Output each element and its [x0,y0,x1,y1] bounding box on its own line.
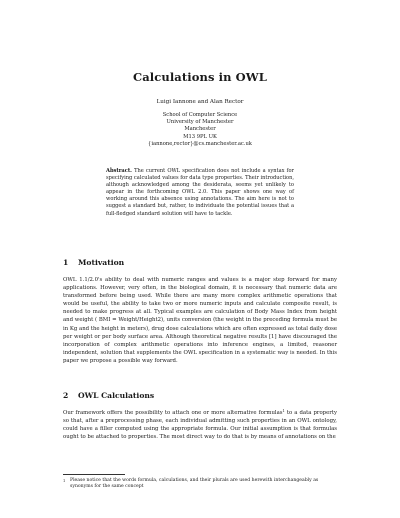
section-heading-motivation [63,258,124,267]
footnote-reference: 1 [282,409,285,413]
affiliation-line: University of Manchester [166,119,234,126]
author-list: Luigi Iannone and Alan Rector [156,99,244,105]
section-heading-owl-calculations [63,391,154,400]
affiliation-line: School of Computer Science [162,112,238,118]
abstract [106,168,294,218]
body-text: Our framework offers the possibility to attach one or more alternative formulas [63,410,283,416]
abstract-label: Abstract. [106,168,132,174]
footnote-text: Please notice that the words formula, calculations, and their plurals are used herewith interchangeably as synonyms for the same concept [70,478,319,490]
affiliation-line: Manchester [184,126,216,133]
affiliation-line: M13 9PL UK [183,133,217,140]
affiliation-block [0,112,400,148]
section-title: OWL Calculations [78,391,155,400]
section-number: 1 [63,258,69,267]
section-body-owl-calculations [63,409,337,441]
section-number: 2 [63,391,69,400]
footnote-divider [63,474,125,475]
paper-title: Calculations in OWL [133,70,267,84]
footnote-mark: 1 [63,479,66,483]
section-body-motivation: OWL 1.1/2.0's ability to deal with numeric ranges and values is a major step forward for many applications. However, very often, in the biological domain, it is necessary that numeric data are transformed before being used. While there are many more complex arithmetic operations that would be useful, the ability to take two or more numeric inputs and calculate composite result, is needed to make progress at all. Typical examples are calculation of Body Mass Index from height and weight ( BMI = Weight/Height2), units conversion (the weight in the preceding formula must be in Kg and the height in meters), drug dose calculations which are often expressed as total daily dose per weight or per body surface area. Although theoretical negative results [1] have discouraged the incorporation of complex arithmetic operations into inference engines, a limited, reasoner independent, solution that supplements the OWL specification in a systematic way is needed. In this paper we propose a possible way forward. [63,277,337,364]
author-email: {iannone,rector}@cs.manchester.ac.uk [148,140,252,147]
footnote [63,478,337,491]
section-title: Motivation [78,258,125,267]
abstract-text: The current OWL specification does not include a syntax for specifying calculated values for data type properties. Their introduction, although acknowledged among the desiderata, seems yet unlikely to appear in the forthcoming OWL 2.0. This paper shows one way of working around this absence using annotations. The aim here is not to suggest a standard but, rather, to individuate the potential issues that a full-fledged standard solution will have to tackle. [106,168,294,217]
body-text: to a data property so that, after a preprocessing phase, each individual admitting such properties in an OWL ontology, could have a filler computed using the appropriate formula. Our initial assumption is that formulas ought to be attached to properties. The most direct way to do that is by means of annotations on the [63,410,337,441]
